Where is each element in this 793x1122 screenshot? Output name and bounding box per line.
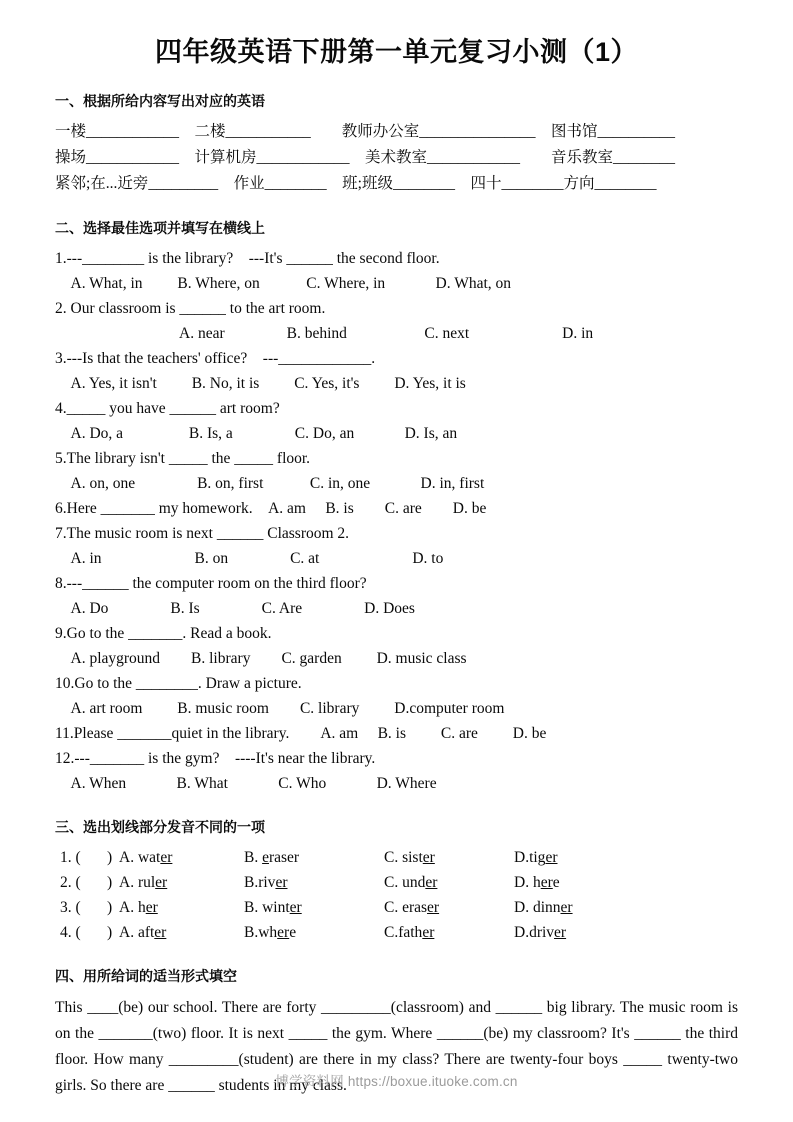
pronunciation-option[interactable] [514,870,560,895]
answer-bracket[interactable]: ) [107,849,113,867]
option-prefix: C.fath [384,924,423,942]
section-one-line: 一楼____________ 二楼___________ 教师办公室_______________ 图书馆__________ [55,122,676,140]
pronunciation-option[interactable] [119,895,158,920]
question-options: A. Do, a B. Is, a C. Do, an D. Is, an [55,425,458,443]
option-prefix: A. aft [119,924,155,942]
section-four-paragraph: This ____(be) our school. There are forty _________(classroom) and ______ big library. The music room is on the _______(two) floor. It is next _____ the gym. Where ______(be) my classroom? It's ______ the third floor. How many _________(student) are there in my class? There are twenty-four boys _____ twenty-two girls. So there are ______ students in my class. [55,998,738,1094]
underlined-sound: er [155,874,168,892]
page-content [55,0,738,1099]
pronunciation-row [55,920,738,945]
pronunciation-row [55,870,738,895]
option-prefix: A. h [119,899,146,917]
pronunciation-option[interactable] [384,845,435,870]
pronunciation-option[interactable] [514,845,557,870]
pronunciation-option[interactable] [119,920,166,945]
question-options: A. on, one B. on, first C. in, one D. in, first [55,475,485,493]
option-suffix: e [289,924,297,942]
section-one-heading: 一、根据所给内容写出对应的英语 [55,92,265,109]
underlined-sound: er [545,849,558,867]
underlined-sound: er [160,849,173,867]
option-suffix: e [552,874,560,892]
option-prefix: B.wh [244,924,278,942]
row-number: 3. ( [60,899,81,917]
row-number: 4. ( [60,924,81,942]
section-one-line: 紧邻;在...近旁_________ 作业________ 班;班级________ 四十________方向________ [55,174,657,192]
answer-bracket[interactable]: ) [107,899,113,917]
option-prefix: B.riv [244,874,276,892]
underlined-sound: er [560,899,573,917]
option-prefix: B. wint [244,899,290,917]
question-stem: 3.---Is that the teachers' office? ---____________. [55,350,376,368]
question-stem: 7.The music room is next ______ Classroom 2. [55,525,350,543]
option-prefix: C. eras [384,899,428,917]
answer-bracket[interactable]: ) [107,874,113,892]
pronunciation-option[interactable] [514,895,573,920]
pronunciation-option[interactable] [384,920,434,945]
underlined-sound: er [425,874,438,892]
option-prefix: D.tig [514,849,546,867]
section-one-line: 操场____________ 计算机房____________ 美术教室____________ 音乐教室________ [55,148,676,166]
question-stem: 10.Go to the ________. Draw a picture. [55,675,302,693]
question-stem: 8.---______ the computer room on the third floor? [55,575,367,593]
option-prefix: A. rul [119,874,156,892]
underlined-sound: er [289,899,302,917]
page-title: 四年级英语下册第一单元复习小测（1） [154,37,638,67]
pronunciation-row [55,845,738,870]
section-four-heading: 四、用所给词的适当形式填空 [55,968,237,985]
pronunciation-option[interactable] [119,845,172,870]
pronunciation-option[interactable] [119,870,167,895]
question-stem: 4._____ you have ______ art room? [55,400,280,418]
underlined-sound: er [275,874,288,892]
footer-watermark: 博学资料网 https://boxue.ituoke.com.cn [275,1074,518,1089]
option-suffix: raser [268,849,300,867]
question-stem: 6.Here _______ my homework. A. am B. is C. are D. be [55,500,487,518]
pronunciation-row [55,895,738,920]
question-options: A. in B. on C. at D. to [55,550,444,568]
answer-bracket[interactable]: ) [107,924,113,942]
question-stem: 5.The library isn't _____ the _____ floor. [55,450,311,468]
option-prefix: D.driv [514,924,555,942]
question-options: A. near B. behind C. next D. in [55,325,594,343]
pronunciation-option[interactable] [244,870,287,895]
question-options: A. When B. What C. Who D. Where [55,775,437,793]
question-stem: 9.Go to the _______. Read a book. [55,625,272,643]
underlined-sound: er [540,874,553,892]
underlined-sound: er [422,849,435,867]
section-three-rows [55,845,738,945]
underlined-sound: er [422,924,435,942]
question-options: A. art room B. music room C. library D.computer room [55,700,505,718]
option-prefix: C. und [384,874,426,892]
pronunciation-option[interactable] [384,870,437,895]
option-prefix: C. sist [384,849,423,867]
pronunciation-option[interactable] [244,895,302,920]
question-options: A. Do B. Is C. Are D. Does [55,600,415,618]
question-options: A. What, in B. Where, on C. Where, in D. What, on [55,275,512,293]
underlined-sound: e [262,849,269,867]
option-prefix: B. [244,849,263,867]
option-prefix: A. wat [119,849,161,867]
question-stem: 12.---_______ is the gym? ----It's near the library. [55,750,376,768]
pronunciation-option[interactable] [384,895,439,920]
question-options: A. playground B. library C. garden D. music class [55,650,467,668]
section-three-heading: 三、选出划线部分发音不同的一项 [55,819,265,836]
section-two-heading: 二、选择最佳选项并填写在横线上 [55,219,265,236]
pronunciation-option[interactable] [514,920,566,945]
question-options: A. Yes, it isn't B. No, it is C. Yes, it's D. Yes, it is [55,375,466,393]
underlined-sound: er [277,924,290,942]
row-number: 2. ( [60,874,81,892]
underlined-sound: er [427,899,440,917]
question-stem: 1.---________ is the library? ---It's ______ the second floor. [55,250,440,268]
option-prefix: D. dinn [514,899,561,917]
underlined-sound: er [554,924,567,942]
question-stem: 11.Please _______quiet in the library. A. am B. is C. are D. be [55,725,547,743]
underlined-sound: er [154,924,167,942]
row-number: 1. ( [60,849,81,867]
pronunciation-option[interactable] [244,920,296,945]
question-stem: 2. Our classroom is ______ to the art room. [55,300,326,318]
underlined-sound: er [145,899,158,917]
option-prefix: D. h [514,874,541,892]
pronunciation-option[interactable] [244,845,299,870]
